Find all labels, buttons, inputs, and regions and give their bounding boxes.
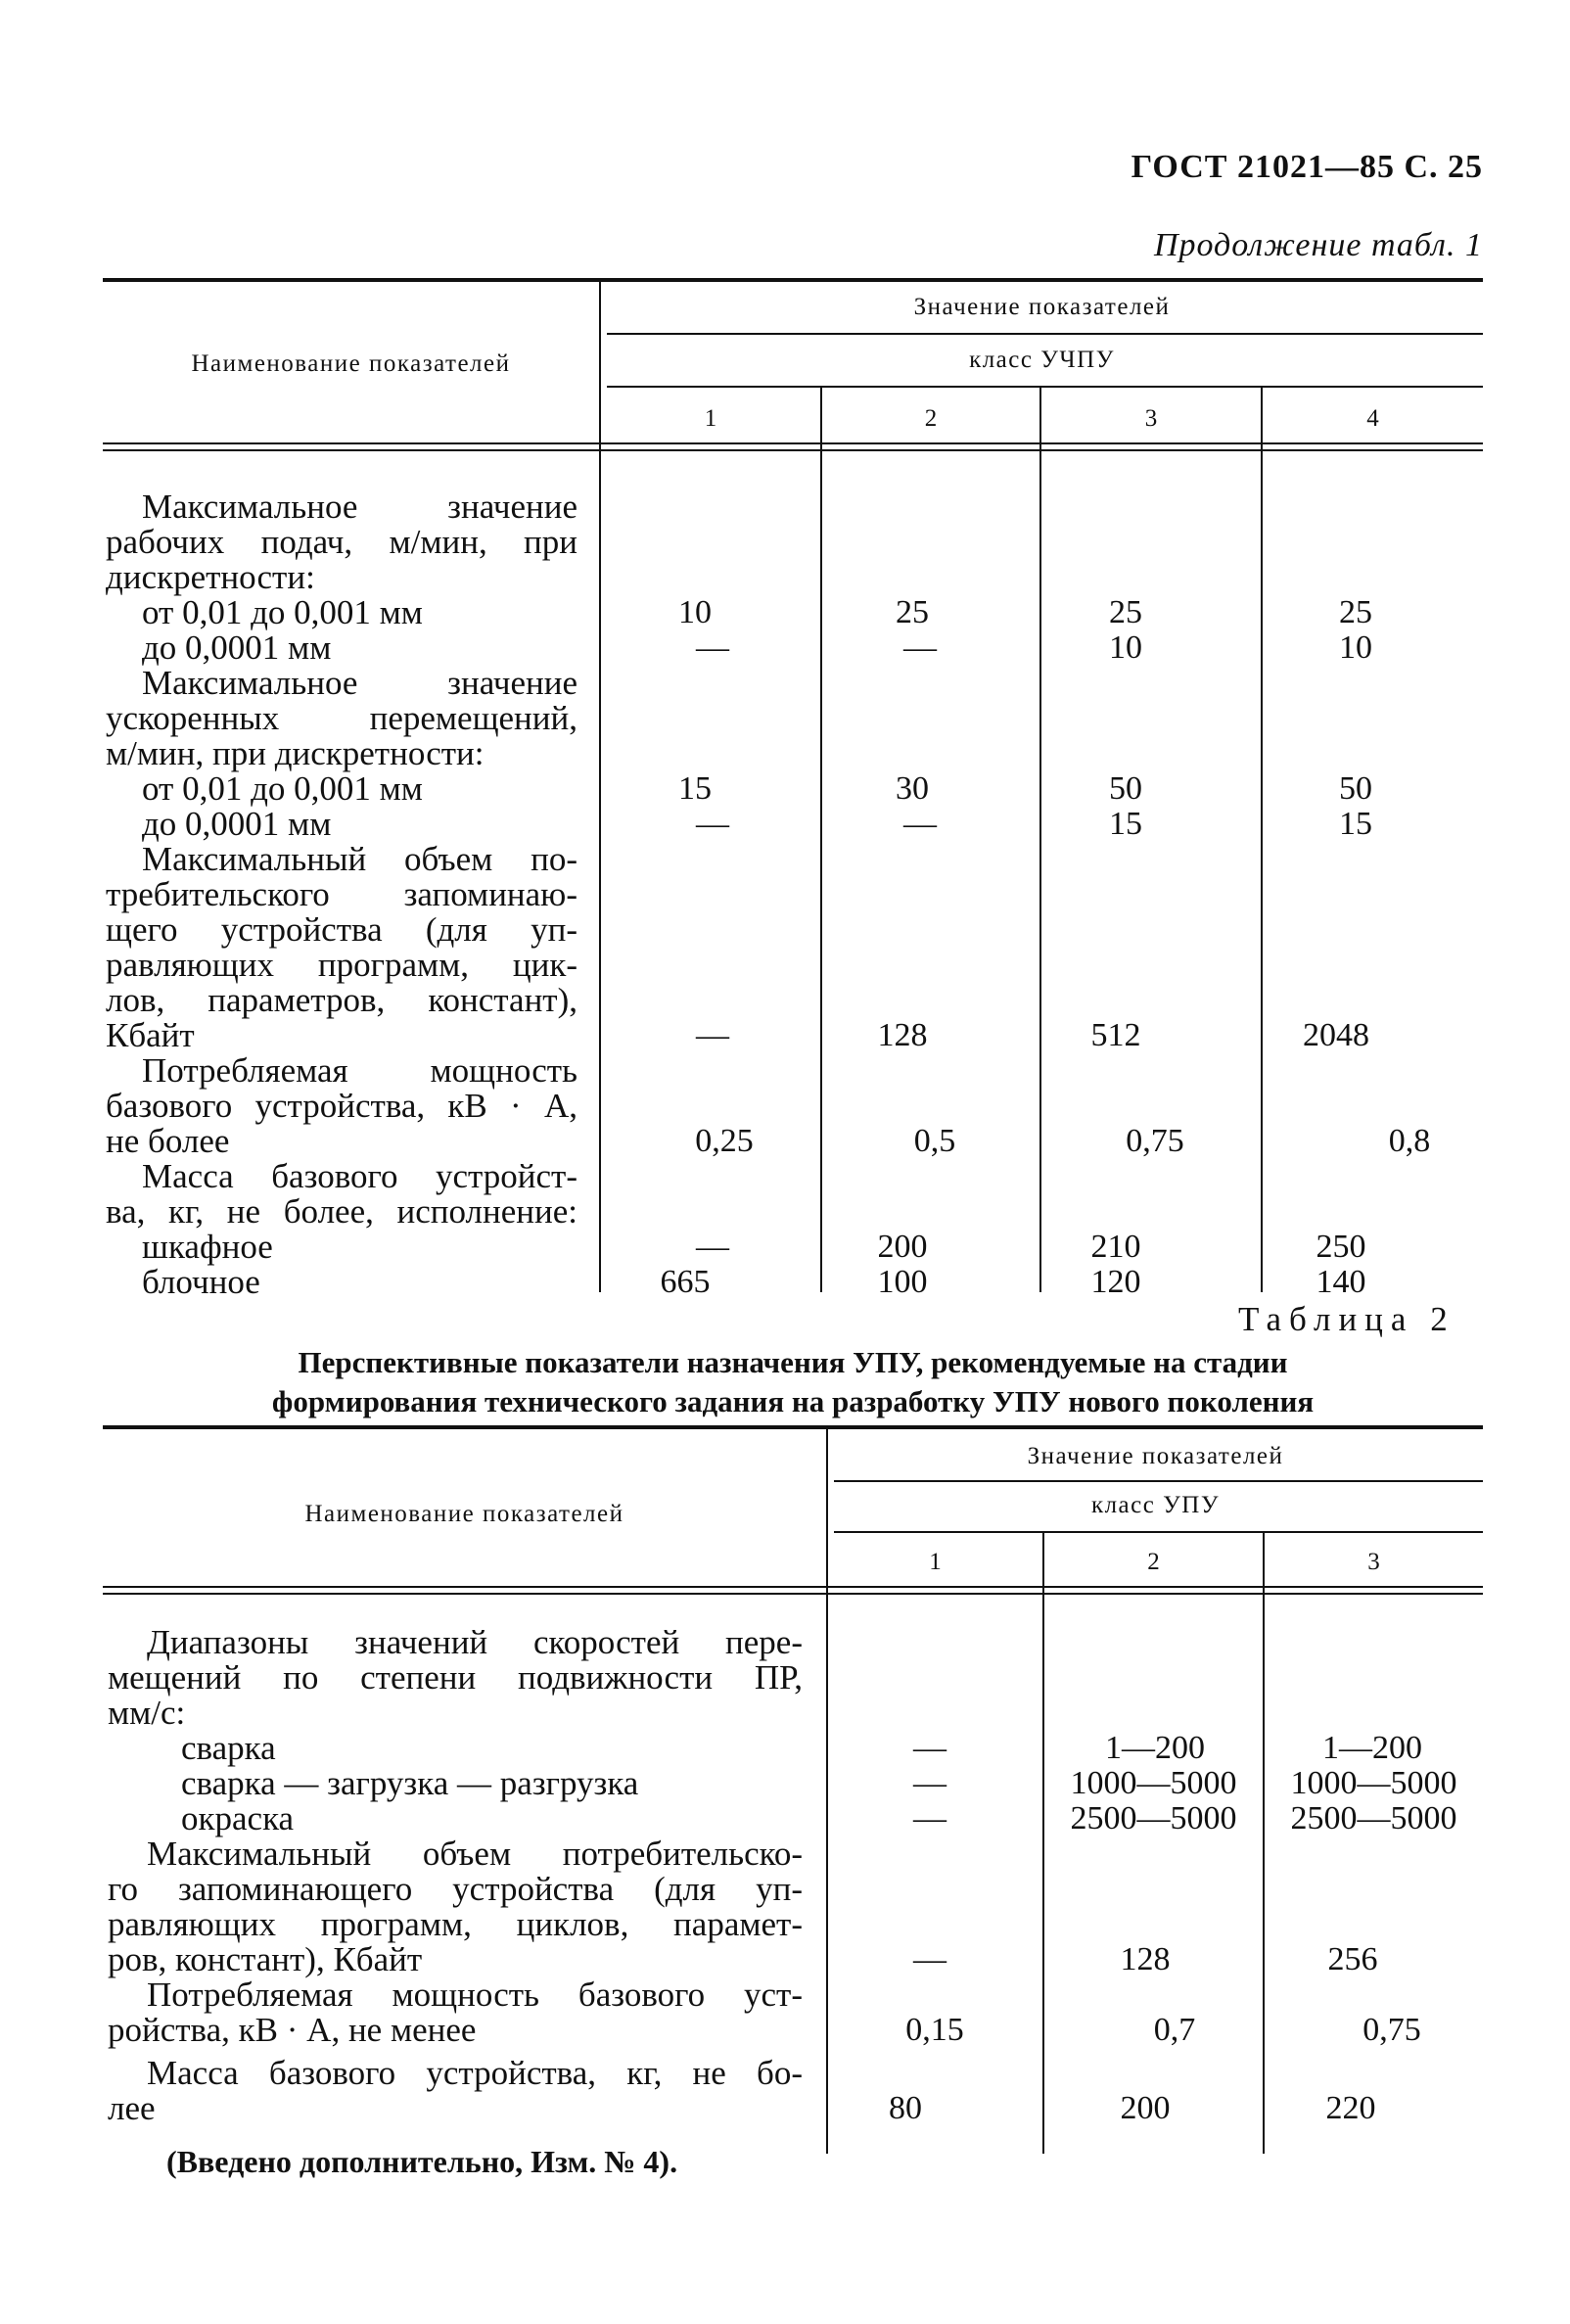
table-1-row-label: Масса базового устройст- <box>142 1157 577 1195</box>
table-1-cell: 128 <box>877 1017 928 1053</box>
table-1-cell: 0,75 <box>1126 1123 1184 1159</box>
table-1-header-rule <box>607 386 1483 388</box>
table-1-class-number: 4 <box>1366 405 1379 432</box>
table-1-cell: 0,25 <box>695 1123 754 1159</box>
table-1-cell: 10 <box>1339 629 1372 666</box>
table-1-cell: 10 <box>678 594 712 630</box>
table-1-cell: 100 <box>877 1264 928 1300</box>
table-2-cell: 1000—5000 <box>1290 1765 1457 1801</box>
table-1-class-number: 3 <box>1144 405 1158 432</box>
table-2-cell: 1000—5000 <box>1070 1765 1237 1801</box>
table-1-cell: 0,8 <box>1388 1123 1431 1159</box>
table-2-cell: 220 <box>1325 2090 1376 2126</box>
table-1-cell: 210 <box>1090 1229 1141 1265</box>
table-1-header-bottom-rule <box>103 442 1483 444</box>
table-1-row-label: Максимальный объем по- <box>142 840 577 878</box>
table-1-row-label: щего устройства (для уп- <box>106 910 577 949</box>
table-1-cell: — <box>903 806 937 842</box>
table-1-row-label: Максимальное значение <box>142 488 577 526</box>
table-2-row-label: лее <box>108 2089 156 2127</box>
table-2-cell: — <box>913 1800 947 1836</box>
table-2-top-rule <box>103 1425 1483 1429</box>
table-1-row-label: Максимальное значение <box>142 664 577 702</box>
table-1-cell: 200 <box>877 1229 928 1265</box>
table-2-row-label: ройства, кВ · А, не менее <box>108 2011 477 2049</box>
table-2-class-number: 3 <box>1367 1549 1380 1575</box>
table-1-header-rule <box>607 333 1483 335</box>
table-1-row-label: ва, кг, не более, исполнение: <box>106 1192 577 1231</box>
table-2-cell: 1—200 <box>1322 1730 1422 1766</box>
table-2-class-number: 1 <box>929 1549 942 1575</box>
table-2-row-label: сварка <box>181 1729 276 1767</box>
table-2-row-label: мм/с: <box>108 1694 186 1732</box>
table-1-row-label: не более <box>106 1122 230 1160</box>
table-1-row-label: до 0,0001 мм <box>142 628 332 667</box>
table-1-cell: — <box>696 1017 729 1053</box>
table-2-cell: 1—200 <box>1105 1730 1205 1766</box>
table-2-cell: 0,15 <box>905 2012 964 2048</box>
table-1-cell: 140 <box>1316 1264 1366 1300</box>
table-2-cell: — <box>913 1730 947 1766</box>
table-1-cell: 10 <box>1109 629 1142 666</box>
table-1-row-label: равляющих программ, цик- <box>106 946 577 984</box>
table-1-cell: — <box>903 629 937 666</box>
table-2-header-rule <box>834 1531 1483 1533</box>
table-2-values-header: Значение показателей <box>1027 1443 1284 1469</box>
table-1-header-bottom-rule <box>103 449 1483 451</box>
table-2-cell: 200 <box>1120 2090 1171 2126</box>
table-1-row-label: Кбайт <box>106 1016 195 1054</box>
table-2-name-header: Наименование показателей <box>304 1501 624 1527</box>
table-1-row-label: дискретности: <box>106 558 315 596</box>
document-reference: ГОСТ 21021—85 С. 25 <box>1131 149 1483 185</box>
table-1-row-label: ускоренных перемещений, <box>106 699 577 737</box>
table-2-class-header: класс УПУ <box>1090 1492 1221 1518</box>
table-1-row-label: от 0,01 до 0,001 мм <box>142 593 423 631</box>
table-1-cell: 120 <box>1090 1264 1141 1300</box>
table-1-column-divider <box>1039 388 1041 1292</box>
table-1-cell: 50 <box>1339 770 1372 807</box>
table-2-cell: — <box>913 1765 947 1801</box>
table-2-row-label: го запоминающего устройства (для уп- <box>108 1870 803 1908</box>
table-1-cell: 50 <box>1109 770 1142 807</box>
table-2-header-rule <box>834 1480 1483 1482</box>
table-1-cell: 15 <box>1339 806 1372 842</box>
table-1-cell: 250 <box>1316 1229 1366 1265</box>
table-1-cell: 30 <box>896 770 929 807</box>
table-2-cell: 256 <box>1327 1941 1378 1977</box>
table-1-values-header: Значение показателей <box>913 294 1171 320</box>
table-2-row-label: Диапазоны значений скоростей пере- <box>147 1623 803 1661</box>
table-2-cell: 2500—5000 <box>1070 1800 1237 1836</box>
table-1-cell: 2048 <box>1303 1017 1369 1053</box>
table-1-row-label: до 0,0001 мм <box>142 805 332 843</box>
table-1-cell: 25 <box>1339 594 1372 630</box>
table-2-cell: — <box>913 1941 947 1977</box>
table-1-name-header: Наименование показателей <box>191 350 511 377</box>
table-1-cell: — <box>696 1229 729 1265</box>
table-2-cell: 0,7 <box>1153 2012 1196 2048</box>
table-1-cell: 665 <box>660 1264 711 1300</box>
table-1-cell: 512 <box>1090 1017 1141 1053</box>
table-2-column-divider <box>1263 1533 1265 2154</box>
table-1-cell: — <box>696 629 729 666</box>
table-2-caption: Таблица 2 <box>1238 1300 1455 1338</box>
table-1-cell: 25 <box>896 594 929 630</box>
table-1-column-divider <box>1261 388 1263 1292</box>
table-2-title-line-1: Перспективные показатели назначения УПУ, рекомендуемые на стадии <box>298 1345 1288 1379</box>
table-2-row-label: Максимальный объем потребительско- <box>147 1835 803 1873</box>
table-1-cell: 25 <box>1109 594 1142 630</box>
table-continuation-label: Продолжение табл. 1 <box>1153 227 1483 263</box>
table-2-column-divider <box>1042 1533 1044 2154</box>
table-1-column-divider <box>820 388 822 1292</box>
table-2-title-line-2: формирования технического задания на разработку УПУ нового поколения <box>271 1384 1315 1418</box>
table-1-row-label: от 0,01 до 0,001 мм <box>142 769 423 808</box>
table-2-class-number: 2 <box>1147 1549 1160 1575</box>
table-1-cell: 0,5 <box>913 1123 956 1159</box>
table-2-column-divider <box>826 1429 828 2154</box>
table-2-row-label: сварка — загрузка — разгрузка <box>181 1764 639 1802</box>
table-1-row-label: м/мин, при дискретности: <box>106 734 485 772</box>
table-1-top-rule <box>103 278 1483 282</box>
table-2-row-label: окраска <box>181 1799 295 1837</box>
table-1-row-label: рабочих подач, м/мин, при <box>106 523 577 561</box>
amendment-note: (Введено дополнительно, Изм. № 4). <box>166 2144 678 2179</box>
table-1-class-number: 2 <box>924 405 938 432</box>
table-2-cell: 0,75 <box>1362 2012 1421 2048</box>
table-1-class-header: класс УЧПУ <box>969 347 1115 373</box>
table-2-cell: 80 <box>889 2090 922 2126</box>
table-2-cell: 2500—5000 <box>1290 1800 1457 1836</box>
table-2-row-label: равляющих программ, циклов, парамет- <box>108 1905 803 1943</box>
table-1-row-label: требительского запоминаю- <box>106 875 577 913</box>
table-2-cell: 128 <box>1120 1941 1171 1977</box>
table-1-row-label: шкафное <box>142 1228 273 1266</box>
table-2-row-label: ров, констант), Кбайт <box>108 1940 423 1978</box>
table-1-row-label: Потребляемая мощность <box>142 1051 577 1090</box>
table-1-row-label: базового устройства, кВ · А, <box>106 1087 577 1125</box>
table-1-column-divider <box>599 282 601 1292</box>
table-1-row-label: лов, параметров, констант), <box>106 981 577 1019</box>
table-2-header-bottom-rule <box>103 1593 1483 1595</box>
table-2-row-label: Масса базового устройства, кг, не бо- <box>147 2054 803 2092</box>
table-1-class-number: 1 <box>704 405 717 432</box>
table-1-cell: 15 <box>1109 806 1142 842</box>
table-2-row-label: Потребляемая мощность базового уст- <box>147 1975 803 2014</box>
table-2-header-bottom-rule <box>103 1586 1483 1588</box>
table-1-cell: — <box>696 806 729 842</box>
table-2-row-label: мещений по степени подвижности ПР, <box>108 1658 803 1697</box>
table-1-cell: 15 <box>678 770 712 807</box>
table-1-row-label: блочное <box>142 1263 260 1301</box>
